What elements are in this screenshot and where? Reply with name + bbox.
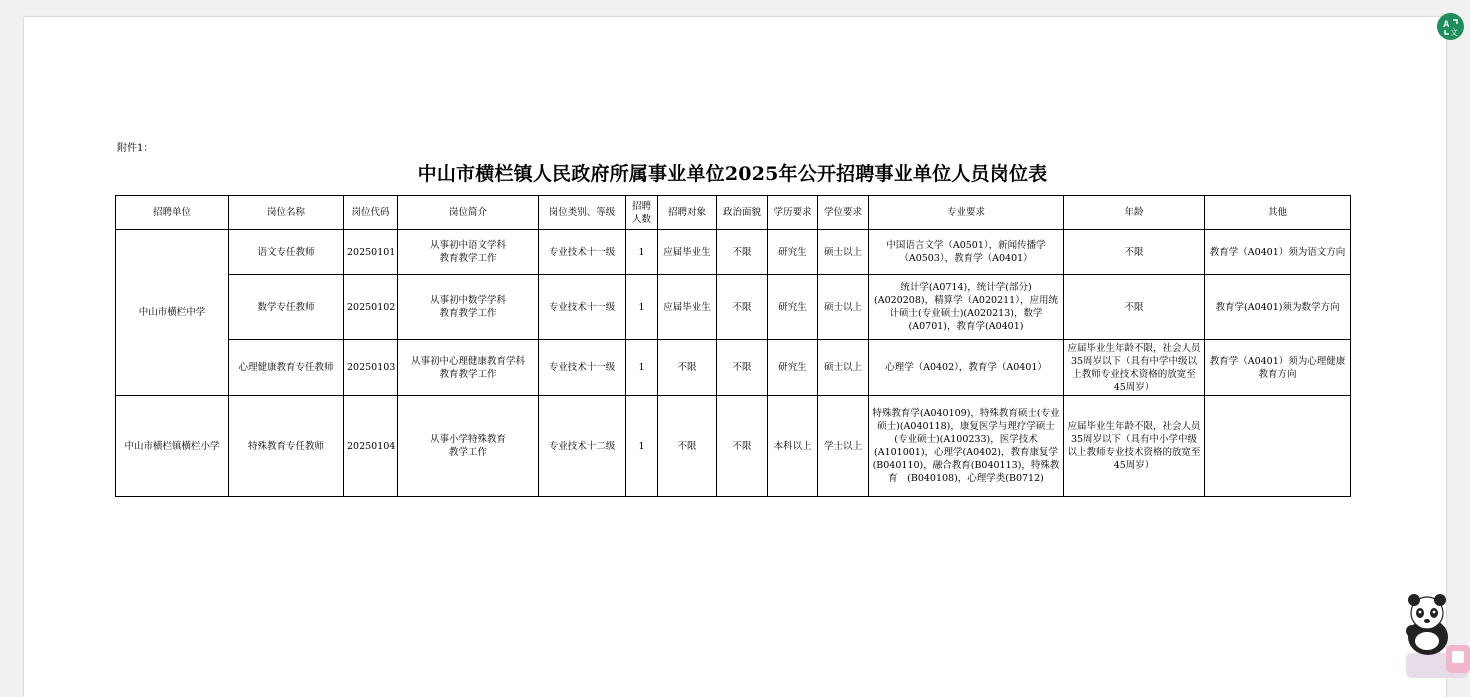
header-cell: 岗位名称 (229, 196, 344, 230)
political-cell: 不限 (717, 230, 768, 275)
table-row (116, 396, 1351, 497)
major-cell: 特殊教育学(A040109)，特殊教育硕士(专业硕士)(A040118)，康复医学与理疗学硕士(专业硕士)(A100233)，医学技术(A101001)，心理学(A0402)，教育康复学(B040110)，融合教育(B040113)，特殊教育 (B040108)，心理学类(B0712) (869, 396, 1064, 497)
target-cell: 不限 (658, 340, 717, 396)
translate-icon (1442, 18, 1460, 36)
degree-cell: 学士以上 (818, 396, 869, 497)
category-cell: 专业技术十一级 (539, 340, 626, 396)
svg-text:A: A (1442, 18, 1449, 29)
position-name-cell: 心理健康教育专任教师 (229, 340, 344, 396)
panda-mascot-icon[interactable] (1400, 593, 1470, 678)
unit-cell: 中山市横栏中学 (116, 230, 229, 396)
job-table (115, 195, 1351, 497)
header-cell: 其他 (1205, 196, 1351, 230)
position-intro-cell: 从事初中语文学科 教育教学工作 (398, 230, 539, 275)
age-cell: 应届毕业生年龄不限，社会人员35周岁以下（具有中学中级以上教师专业技术资格的放宽至45周岁） (1064, 340, 1205, 396)
education-cell: 本科以上 (768, 396, 818, 497)
major-cell: 心理学（A0402），教育学（A0401） (869, 340, 1064, 396)
education-cell: 研究生 (768, 275, 818, 340)
header-cell: 学历要求 (768, 196, 818, 230)
degree-cell: 硕士以上 (818, 275, 869, 340)
category-cell: 专业技术十一级 (539, 275, 626, 340)
position-code-cell: 20250102 (344, 275, 398, 340)
position-code-cell: 20250103 (344, 340, 398, 396)
count-cell: 1 (626, 396, 658, 497)
education-cell: 研究生 (768, 340, 818, 396)
target-cell: 不限 (658, 396, 717, 497)
other-cell: 教育学（A0401）须为语文方向 (1205, 230, 1351, 275)
header-cell: 政治面貌 (717, 196, 768, 230)
position-name-cell: 特殊教育专任教师 (229, 396, 344, 497)
count-cell: 1 (626, 230, 658, 275)
header-cell: 招聘单位 (116, 196, 229, 230)
position-intro-cell: 从事初中数学学科 教育教学工作 (398, 275, 539, 340)
header-cell: 专业要求 (869, 196, 1064, 230)
count-cell: 1 (626, 340, 658, 396)
other-cell: 教育学（A0401）须为心理健康教育方向 (1205, 340, 1351, 396)
header-cell: 年龄 (1064, 196, 1205, 230)
category-cell: 专业技术十二级 (539, 396, 626, 497)
svg-text:文: 文 (1449, 27, 1458, 36)
page-title: 中山市横栏镇人民政府所属事业单位2025年公开招聘事业单位人员岗位表 (417, 163, 1048, 185)
translate-button[interactable] (1437, 13, 1464, 40)
header-cell: 岗位简介 (398, 196, 539, 230)
position-name-cell: 语文专任教师 (229, 230, 344, 275)
header-cell: 岗位代码 (344, 196, 398, 230)
attachment-label: 附件1： (117, 143, 154, 154)
table-row (116, 275, 1351, 340)
table-row (116, 340, 1351, 396)
position-intro-cell: 从事初中心理健康教育学科 教育教学工作 (398, 340, 539, 396)
political-cell: 不限 (717, 275, 768, 340)
age-cell: 不限 (1064, 230, 1205, 275)
table-row (116, 230, 1351, 275)
other-cell: 教育学(A0401)须为数学方向 (1205, 275, 1351, 340)
position-code-cell: 20250101 (344, 230, 398, 275)
age-cell: 不限 (1064, 275, 1205, 340)
header-cell: 学位要求 (818, 196, 869, 230)
unit-cell: 中山市横栏镇横栏小学 (116, 396, 229, 497)
header-cell: 招聘对象 (658, 196, 717, 230)
header-row (116, 196, 1351, 230)
political-cell: 不限 (717, 396, 768, 497)
target-cell: 应届毕业生 (658, 230, 717, 275)
position-name-cell: 数学专任教师 (229, 275, 344, 340)
category-cell: 专业技术十一级 (539, 230, 626, 275)
political-cell: 不限 (717, 340, 768, 396)
header-cell: 岗位类别、等级 (539, 196, 626, 230)
count-cell: 1 (626, 275, 658, 340)
position-intro-cell: 从事小学特殊教育 教学工作 (398, 396, 539, 497)
target-cell: 应届毕业生 (658, 275, 717, 340)
degree-cell: 硕士以上 (818, 340, 869, 396)
age-cell: 应届毕业生年龄不限，社会人员35周岁以下（具有中小学中级以上教师专业技术资格的放宽至45周岁） (1064, 396, 1205, 497)
major-cell: 中国语言文学（A0501），新闻传播学（A0503），教育学（A0401） (869, 230, 1064, 275)
major-cell: 统计学(A0714)，统计学(部分)(A020208)，精算学（A020211），应用统计硕士(专业硕士)(A020213)，数学(A0701)，教育学(A0401) (869, 275, 1064, 340)
education-cell: 研究生 (768, 230, 818, 275)
header-cell: 招聘 人数 (626, 196, 658, 230)
other-cell (1205, 396, 1351, 497)
position-code-cell: 20250104 (344, 396, 398, 497)
degree-cell: 硕士以上 (818, 230, 869, 275)
